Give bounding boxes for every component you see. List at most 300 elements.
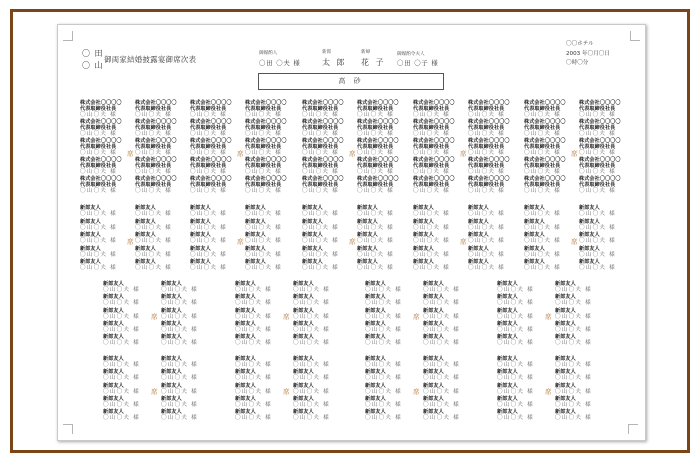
- guest-group-label: 新郎友人: [302, 205, 323, 211]
- guest-name: 〇山〇夫 様: [245, 169, 282, 175]
- guest-group-label: 新郎友人: [413, 245, 434, 252]
- guest-name: 〇山〇夫 様: [555, 401, 592, 408]
- guest-name: 〇山〇夫 様: [103, 326, 140, 333]
- guest-company: 株式会社〇〇〇〇: [413, 176, 455, 182]
- guest-company: 株式会社〇〇〇〇: [80, 100, 122, 106]
- guest-company: 株式会社〇〇〇〇: [80, 157, 122, 163]
- guest-company: 株式会社〇〇〇〇: [190, 157, 232, 163]
- guest-group-label: 新郎友人: [190, 205, 211, 211]
- guest-company: 株式会社〇〇〇〇: [80, 138, 122, 144]
- guest-company: 株式会社〇〇〇〇: [135, 100, 177, 106]
- guest-company: 株式会社〇〇〇〇: [190, 176, 232, 182]
- guest-group-label: 新郎友人: [293, 356, 314, 362]
- guest-name: 〇山〇夫 様: [579, 112, 616, 118]
- guest-name: 〇山〇夫 様: [135, 211, 172, 217]
- guest-name: 〇山〇夫 様: [524, 265, 561, 271]
- guest-table[interactable]: [235, 357, 345, 427]
- guest-group-label: 新郎友人: [357, 245, 378, 252]
- guest-table[interactable]: [80, 206, 190, 276]
- guest-company: 株式会社〇〇〇〇: [357, 119, 399, 125]
- guest-group-label: 新郎友人: [80, 245, 101, 252]
- seat-marker: 席: [571, 149, 578, 158]
- guest-group-label: 新郎友人: [103, 281, 124, 287]
- guest-group-label: 新郎友人: [245, 232, 266, 238]
- guest-company: 株式会社〇〇〇〇: [302, 119, 344, 125]
- guest-name: 〇山〇夫 様: [103, 362, 140, 368]
- guest-group-label: 新郎友人: [135, 245, 156, 252]
- guest-name: 〇山〇夫 様: [555, 326, 592, 333]
- guest-name: 〇山〇夫 様: [413, 238, 450, 244]
- guest-name: 〇山〇夫 様: [497, 326, 534, 333]
- guest-name: 〇山〇夫 様: [302, 211, 339, 217]
- guest-table[interactable]: [302, 100, 412, 194]
- guest-position: 代表取締役社長: [80, 182, 117, 188]
- guest-group-label: 新郎友人: [413, 232, 434, 238]
- guest-group-label: 新郎友人: [161, 369, 182, 376]
- guest-group-label: 新郎友人: [357, 259, 378, 265]
- guest-name: 〇山〇夫 様: [357, 265, 394, 271]
- guest-group-label: 新郎友人: [524, 245, 545, 252]
- guest-name: 〇山〇夫 様: [357, 251, 394, 258]
- guest-name: 〇山〇夫 様: [423, 415, 460, 422]
- guest-table[interactable]: [497, 282, 607, 352]
- guest-name: 〇山〇夫 様: [302, 150, 339, 156]
- guest-group-label: 新郎友人: [555, 356, 576, 362]
- guest-name: 〇山〇夫 様: [235, 401, 272, 408]
- guest-group-label: 新郎友人: [497, 294, 518, 301]
- guest-group-label: 新郎友人: [235, 395, 256, 402]
- guest-position: 代表取締役社長: [524, 182, 561, 188]
- page-title: 御両家結婚披露宴御席次表: [104, 55, 197, 64]
- guest-company: 株式会社〇〇〇〇: [579, 176, 621, 182]
- guest-group-label: 新郎友人: [190, 232, 211, 238]
- guest-position: 代表取締役社長: [190, 125, 227, 131]
- guest-position: 代表取締役社長: [468, 144, 505, 150]
- guest-group-label: 新郎友人: [365, 356, 386, 362]
- guest-name: 〇山〇夫 様: [302, 224, 339, 231]
- guest-table[interactable]: [524, 100, 634, 194]
- guest-name: 〇山〇夫 様: [497, 287, 534, 293]
- guest-group-label: 新郎友人: [235, 307, 256, 314]
- guest-group-label: 新郎友人: [245, 245, 266, 252]
- guest-name: 〇山〇夫 様: [245, 131, 282, 137]
- guest-name: 〇山〇夫 様: [555, 415, 592, 422]
- guest-position: 代表取締役社長: [524, 106, 561, 112]
- guest-name: 〇山〇夫 様: [245, 150, 282, 156]
- guest-position: 代表取締役社長: [468, 125, 505, 131]
- guest-name: 〇山〇夫 様: [524, 211, 561, 217]
- guest-table[interactable]: [365, 357, 475, 427]
- guest-group-label: 新郎友人: [497, 382, 518, 389]
- guest-group-label: 新郎友人: [135, 218, 156, 225]
- guest-group-label: 新郎友人: [468, 205, 489, 211]
- crop-mark-top-left: [63, 31, 73, 41]
- guest-position: 代表取締役社長: [579, 182, 616, 188]
- guest-table[interactable]: [413, 100, 523, 194]
- guest-name: 〇山〇夫 様: [579, 251, 616, 258]
- guest-name: 〇山〇夫 様: [413, 211, 450, 217]
- guest-group-label: 新郎友人: [524, 232, 545, 238]
- guest-name: 〇山〇夫 様: [135, 251, 172, 258]
- guest-group-label: 新郎友人: [357, 218, 378, 225]
- guest-company: 株式会社〇〇〇〇: [468, 100, 510, 106]
- guest-position: 代表取締役社長: [245, 163, 282, 169]
- guest-name: 〇山〇夫 様: [235, 415, 272, 422]
- guest-name: 〇山〇夫 様: [468, 150, 505, 156]
- guest-group-label: 新郎友人: [497, 320, 518, 327]
- crop-mark-bottom-right: [628, 424, 638, 434]
- guest-name: 〇山〇夫 様: [80, 112, 117, 118]
- guest-position: 代表取締役社長: [413, 125, 450, 131]
- guest-name: 〇山〇夫 様: [497, 300, 534, 307]
- guest-name: 〇山〇夫 様: [161, 326, 198, 333]
- guest-group-label: 新郎友人: [468, 259, 489, 265]
- guest-position: 代表取締役社長: [302, 163, 339, 169]
- guest-position: 代表取締役社長: [135, 163, 172, 169]
- guest-name: 〇山〇夫 様: [135, 169, 172, 175]
- guest-company: 株式会社〇〇〇〇: [579, 119, 621, 125]
- guest-name: 〇山〇夫 様: [365, 375, 402, 382]
- guest-company: 株式会社〇〇〇〇: [413, 157, 455, 163]
- guest-name: 〇山〇夫 様: [293, 326, 330, 333]
- guest-table[interactable]: [497, 357, 607, 427]
- guest-position: 代表取締役社長: [302, 182, 339, 188]
- guest-group-label: 新郎友人: [135, 259, 156, 265]
- guest-group-label: 新郎友人: [365, 334, 386, 341]
- guest-group-label: 新郎友人: [293, 409, 314, 416]
- guest-group-label: 新郎友人: [161, 409, 182, 416]
- guest-group-label: 新郎友人: [468, 245, 489, 252]
- guest-name: 〇山〇夫 様: [245, 188, 282, 194]
- guest-name: 〇山〇夫 様: [190, 188, 227, 194]
- venue: 〇〇ホテル: [566, 41, 594, 47]
- guest-group-label: 新郎友人: [135, 205, 156, 211]
- guest-group-label: 新郎友人: [190, 259, 211, 265]
- guest-group-label: 新郎友人: [293, 369, 314, 376]
- guest-group-label: 新郎友人: [555, 334, 576, 341]
- guest-position: 代表取締役社長: [135, 182, 172, 188]
- guest-name: 〇山〇夫 様: [524, 188, 561, 194]
- guest-group-label: 新郎友人: [497, 369, 518, 376]
- guest-name: 〇山〇夫 様: [555, 362, 592, 368]
- guest-name: 〇山〇夫 様: [365, 313, 402, 320]
- guest-name: 〇山〇夫 様: [423, 375, 460, 382]
- guest-name: 〇山〇夫 様: [235, 300, 272, 307]
- guest-group-label: 新郎友人: [235, 281, 256, 287]
- guest-name: 〇山〇夫 様: [135, 112, 172, 118]
- guest-name: 〇山〇夫 様: [497, 340, 534, 347]
- guest-group-label: 新郎友人: [161, 307, 182, 314]
- guest-group-label: 新郎友人: [413, 218, 434, 225]
- guest-name: 〇山〇夫 様: [302, 251, 339, 258]
- guest-table[interactable]: [413, 206, 523, 276]
- guest-name: 〇山〇夫 様: [497, 375, 534, 382]
- guest-position: 代表取締役社長: [135, 106, 172, 112]
- guest-group-label: 新郎友人: [365, 409, 386, 416]
- guest-name: 〇山〇夫 様: [235, 326, 272, 333]
- guest-table[interactable]: [103, 282, 213, 352]
- guest-position: 代表取締役社長: [190, 163, 227, 169]
- guest-company: 株式会社〇〇〇〇: [524, 119, 566, 125]
- party-name-matchmaker-wife: 〇田 〇子 様: [397, 59, 439, 67]
- guest-name: 〇山〇夫 様: [365, 401, 402, 408]
- guest-company: 株式会社〇〇〇〇: [579, 100, 621, 106]
- guest-name: 〇山〇夫 様: [497, 388, 534, 395]
- guest-group-label: 新郎友人: [497, 395, 518, 402]
- guest-position: 代表取締役社長: [468, 163, 505, 169]
- guest-group-label: 新郎友人: [423, 320, 444, 327]
- guest-group-label: 新郎友人: [161, 356, 182, 362]
- guest-company: 株式会社〇〇〇〇: [468, 119, 510, 125]
- guest-group-label: 新郎友人: [579, 259, 600, 265]
- guest-position: 代表取締役社長: [135, 144, 172, 150]
- guest-group-label: 新郎友人: [555, 307, 576, 314]
- guest-name: 〇山〇夫 様: [235, 287, 272, 293]
- head-table-box[interactable]: [258, 73, 444, 90]
- guest-name: 〇山〇夫 様: [80, 188, 117, 194]
- guest-name: 〇山〇夫 様: [524, 251, 561, 258]
- guest-table[interactable]: [365, 282, 475, 352]
- crop-mark-top-right: [630, 31, 640, 41]
- seat-marker: 席: [283, 313, 290, 322]
- guest-table[interactable]: [190, 100, 300, 194]
- guest-name: 〇山〇夫 様: [293, 287, 330, 293]
- guest-name: 〇山〇夫 様: [579, 224, 616, 231]
- crop-mark-bottom-left: [63, 424, 73, 434]
- guest-position: 代表取締役社長: [80, 144, 117, 150]
- guest-company: 株式会社〇〇〇〇: [80, 119, 122, 125]
- guest-company: 株式会社〇〇〇〇: [357, 176, 399, 182]
- guest-group-label: 新郎友人: [365, 395, 386, 402]
- guest-position: 代表取締役社長: [357, 182, 394, 188]
- guest-group-label: 新郎友人: [357, 232, 378, 238]
- guest-name: 〇山〇夫 様: [579, 265, 616, 271]
- seat-marker: 席: [349, 149, 356, 158]
- guest-table[interactable]: [524, 206, 634, 276]
- guest-group-label: 新郎友人: [293, 382, 314, 389]
- guest-name: 〇山〇夫 様: [423, 401, 460, 408]
- guest-name: 〇山〇夫 様: [497, 362, 534, 368]
- guest-group-label: 新郎友人: [190, 245, 211, 252]
- seat-marker: 席: [237, 149, 244, 158]
- guest-name: 〇山〇夫 様: [423, 340, 460, 347]
- guest-name: 〇山〇夫 様: [135, 131, 172, 137]
- guest-name: 〇山〇夫 様: [80, 131, 117, 137]
- guest-name: 〇山〇夫 様: [235, 362, 272, 368]
- guest-group-label: 新郎友人: [423, 369, 444, 376]
- guest-name: 〇山〇夫 様: [468, 131, 505, 137]
- guest-name: 〇山〇夫 様: [413, 188, 450, 194]
- guest-group-label: 新郎友人: [524, 205, 545, 211]
- guest-group-label: 新郎友人: [365, 281, 386, 287]
- guest-group-label: 新郎友人: [423, 395, 444, 402]
- guest-company: 株式会社〇〇〇〇: [413, 119, 455, 125]
- guest-name: 〇山〇夫 様: [161, 287, 198, 293]
- guest-name: 〇山〇夫 様: [357, 150, 394, 156]
- seat-marker: 席: [349, 237, 356, 246]
- guest-table[interactable]: [235, 282, 345, 352]
- guest-group-label: 新郎友人: [423, 382, 444, 389]
- guest-company: 株式会社〇〇〇〇: [135, 176, 177, 182]
- guest-company: 株式会社〇〇〇〇: [468, 157, 510, 163]
- guest-group-label: 新郎友人: [555, 395, 576, 402]
- guest-name: 〇山〇夫 様: [161, 313, 198, 320]
- guest-position: 代表取締役社長: [245, 106, 282, 112]
- guest-position: 代表取締役社長: [80, 125, 117, 131]
- guest-company: 株式会社〇〇〇〇: [524, 100, 566, 106]
- guest-name: 〇山〇夫 様: [293, 362, 330, 368]
- guest-group-label: 新郎友人: [497, 334, 518, 341]
- guest-name: 〇山〇夫 様: [423, 287, 460, 293]
- guest-name: 〇山〇夫 様: [423, 326, 460, 333]
- guest-name: 〇山〇夫 様: [579, 131, 616, 137]
- guest-company: 株式会社〇〇〇〇: [413, 100, 455, 106]
- guest-company: 株式会社〇〇〇〇: [302, 176, 344, 182]
- party-role-matchmaker-wife: 御媒酌令夫人: [397, 52, 425, 57]
- family-name-groom: 〇 田: [82, 49, 104, 58]
- seat-marker: 席: [413, 388, 420, 397]
- guest-name: 〇山〇夫 様: [357, 211, 394, 217]
- guest-name: 〇山〇夫 様: [468, 251, 505, 258]
- guest-name: 〇山〇夫 様: [365, 326, 402, 333]
- guest-name: 〇山〇夫 様: [190, 224, 227, 231]
- guest-name: 〇山〇夫 様: [365, 340, 402, 347]
- seat-marker: 席: [127, 149, 134, 158]
- guest-group-label: 新郎友人: [80, 232, 101, 238]
- guest-group-label: 新郎友人: [293, 320, 314, 327]
- guest-name: 〇山〇夫 様: [245, 224, 282, 231]
- guest-table[interactable]: [103, 357, 213, 427]
- guest-company: 株式会社〇〇〇〇: [135, 119, 177, 125]
- guest-name: 〇山〇夫 様: [103, 300, 140, 307]
- guest-group-label: 新郎友人: [524, 259, 545, 265]
- guest-name: 〇山〇夫 様: [80, 251, 117, 258]
- guest-group-label: 新郎友人: [579, 232, 600, 238]
- guest-name: 〇山〇夫 様: [357, 131, 394, 137]
- guest-name: 〇山〇夫 様: [579, 169, 616, 175]
- seat-marker: 席: [413, 313, 420, 322]
- guest-group-label: 新郎友人: [161, 334, 182, 341]
- guest-group-label: 新郎友人: [161, 395, 182, 402]
- guest-name: 〇山〇夫 様: [80, 238, 117, 244]
- guest-company: 株式会社〇〇〇〇: [245, 100, 287, 106]
- guest-name: 〇山〇夫 様: [413, 265, 450, 271]
- guest-company: 株式会社〇〇〇〇: [302, 138, 344, 144]
- guest-name: 〇山〇夫 様: [80, 224, 117, 231]
- guest-company: 株式会社〇〇〇〇: [190, 138, 232, 144]
- seat-marker: 席: [571, 237, 578, 246]
- guest-company: 株式会社〇〇〇〇: [413, 138, 455, 144]
- seat-marker: 席: [151, 388, 158, 397]
- guest-name: 〇山〇夫 様: [357, 169, 394, 175]
- guest-name: 〇山〇夫 様: [245, 251, 282, 258]
- guest-name: 〇山〇夫 様: [302, 188, 339, 194]
- guest-name: 〇山〇夫 様: [161, 415, 198, 422]
- guest-name: 〇山〇夫 様: [413, 251, 450, 258]
- guest-group-label: 新郎友人: [365, 382, 386, 389]
- guest-name: 〇山〇夫 様: [235, 375, 272, 382]
- guest-name: 〇山〇夫 様: [413, 112, 450, 118]
- guest-position: 代表取締役社長: [357, 106, 394, 112]
- guest-group-label: 新郎友人: [161, 382, 182, 389]
- guest-group-label: 新郎友人: [161, 320, 182, 327]
- guest-name: 〇山〇夫 様: [245, 238, 282, 244]
- guest-position: 代表取締役社長: [80, 163, 117, 169]
- guest-group-label: 新郎友人: [357, 205, 378, 211]
- guest-company: 株式会社〇〇〇〇: [80, 176, 122, 182]
- family-name-bride: 〇 山: [82, 61, 104, 70]
- guest-company: 株式会社〇〇〇〇: [302, 157, 344, 163]
- guest-group-label: 新郎友人: [190, 218, 211, 225]
- guest-group-label: 新郎友人: [235, 320, 256, 327]
- guest-position: 代表取締役社長: [413, 163, 450, 169]
- seat-marker: 席: [237, 237, 244, 246]
- guest-table[interactable]: [190, 206, 300, 276]
- guest-name: 〇山〇夫 様: [293, 375, 330, 382]
- guest-position: 代表取締役社長: [579, 163, 616, 169]
- guest-company: 株式会社〇〇〇〇: [579, 138, 621, 144]
- guest-name: 〇山〇夫 様: [555, 287, 592, 293]
- guest-name: 〇山〇夫 様: [245, 112, 282, 118]
- guest-name: 〇山〇夫 様: [293, 415, 330, 422]
- guest-position: 代表取締役社長: [357, 144, 394, 150]
- guest-name: 〇山〇夫 様: [161, 340, 198, 347]
- guest-position: 代表取締役社長: [302, 106, 339, 112]
- guest-name: 〇山〇夫 様: [413, 224, 450, 231]
- guest-group-label: 新郎友人: [302, 259, 323, 265]
- guest-name: 〇山〇夫 様: [579, 188, 616, 194]
- guest-name: 〇山〇夫 様: [468, 188, 505, 194]
- guest-group-label: 新郎友人: [103, 334, 124, 341]
- guest-company: 株式会社〇〇〇〇: [357, 100, 399, 106]
- guest-group-label: 新郎友人: [245, 218, 266, 225]
- guest-company: 株式会社〇〇〇〇: [524, 138, 566, 144]
- guest-name: 〇山〇夫 様: [161, 300, 198, 307]
- guest-name: 〇山〇夫 様: [524, 224, 561, 231]
- guest-group-label: 新郎友人: [302, 218, 323, 225]
- guest-name: 〇山〇夫 様: [302, 131, 339, 137]
- guest-name: 〇山〇夫 様: [245, 211, 282, 217]
- guest-group-label: 新郎友人: [103, 409, 124, 416]
- guest-group-label: 新郎友人: [468, 218, 489, 225]
- guest-position: 代表取締役社長: [524, 144, 561, 150]
- party-role-bride: 新婦: [361, 50, 371, 55]
- guest-group-label: 新郎友人: [161, 281, 182, 287]
- guest-name: 〇山〇夫 様: [524, 238, 561, 244]
- guest-table[interactable]: [80, 100, 190, 194]
- guest-group-label: 新郎友人: [555, 320, 576, 327]
- guest-name: 〇山〇夫 様: [135, 188, 172, 194]
- guest-company: 株式会社〇〇〇〇: [468, 138, 510, 144]
- guest-position: 代表取締役社長: [245, 144, 282, 150]
- guest-name: 〇山〇夫 様: [468, 169, 505, 175]
- guest-name: 〇山〇夫 様: [190, 211, 227, 217]
- guest-company: 株式会社〇〇〇〇: [245, 119, 287, 125]
- guest-name: 〇山〇夫 様: [423, 362, 460, 368]
- guest-name: 〇山〇夫 様: [190, 265, 227, 271]
- guest-name: 〇山〇夫 様: [103, 388, 140, 395]
- guest-group-label: 新郎友人: [293, 294, 314, 301]
- guest-table[interactable]: [302, 206, 412, 276]
- guest-group-label: 新郎友人: [579, 205, 600, 211]
- guest-position: 代表取締役社長: [579, 144, 616, 150]
- guest-group-label: 新郎友人: [579, 218, 600, 225]
- guest-position: 代表取締役社長: [579, 106, 616, 112]
- guest-position: 代表取締役社長: [302, 125, 339, 131]
- guest-company: 株式会社〇〇〇〇: [190, 119, 232, 125]
- seat-marker: 席: [460, 237, 467, 246]
- guest-name: 〇山〇夫 様: [579, 150, 616, 156]
